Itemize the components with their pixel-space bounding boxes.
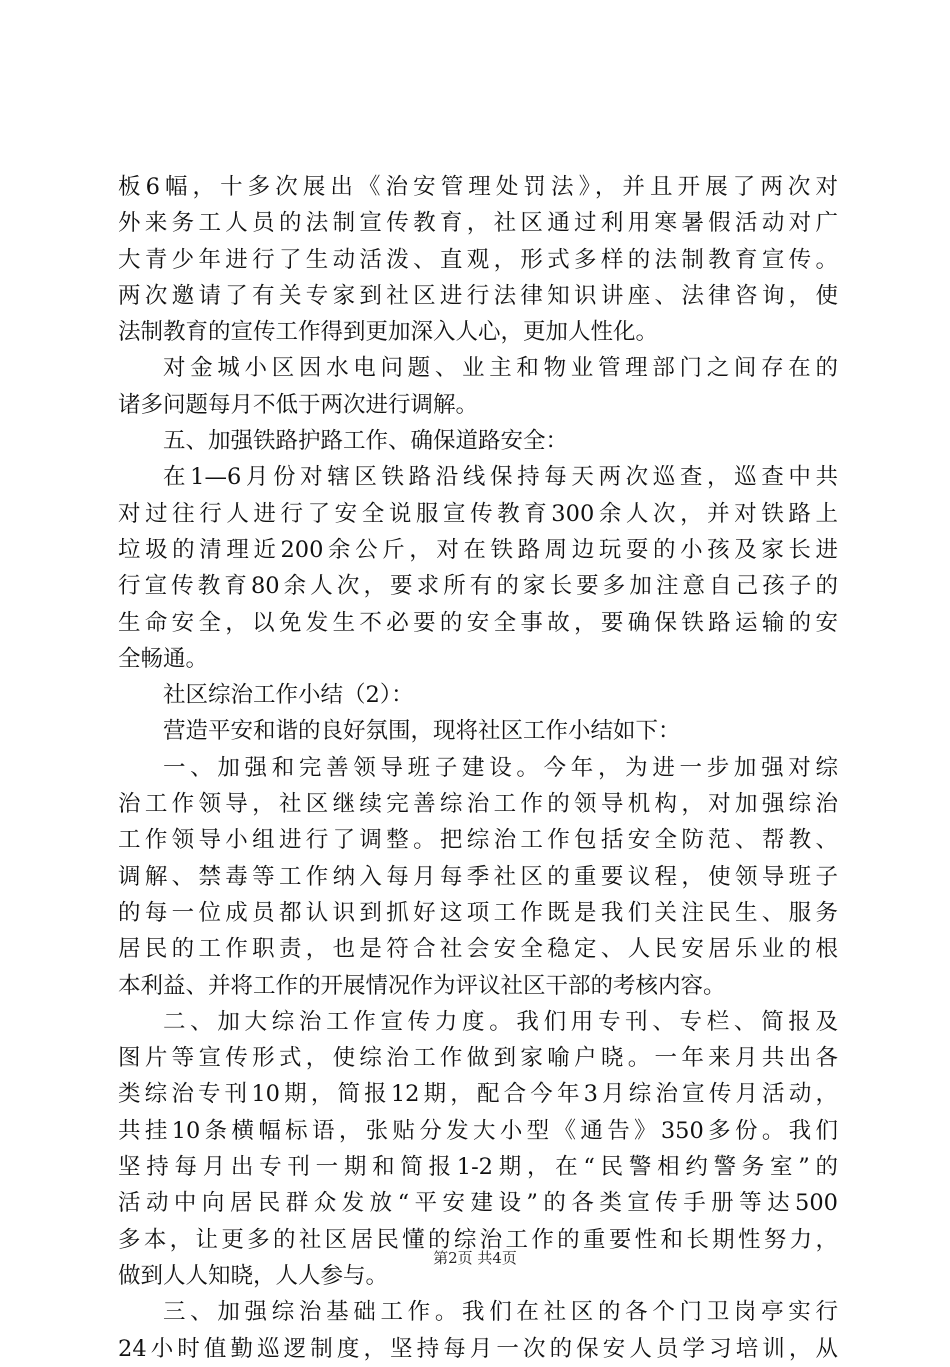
text-line: 本利益、并将工作的开展情况作为评议社区干部的考核内容。 <box>118 972 726 999</box>
text-line: 营造平安和谐的良好氛围，现将社区工作小结如下： <box>163 718 681 745</box>
text-line: 行宣传教育80余人次，要求所有的家长要多加注意自己孩子的 <box>118 573 838 600</box>
text-line: 多本，让更多的社区居民懂的综治工作的重要性和长期性努力， <box>118 1226 838 1253</box>
text-line: 全畅通。 <box>118 645 209 672</box>
text-line: 生命安全，以免发生不必要的安全事故，要确保铁路运输的安 <box>118 609 838 636</box>
text-line: 一、加强和完善领导班子建设。今年，为进一步加强对综 <box>163 754 838 781</box>
text-line: 类综治专刊10期，简报12期，配合今年3月综治宣传月活动， <box>118 1081 838 1108</box>
text-line: 法制教育的宣传工作得到更加深入人心，更加人性化。 <box>118 319 659 346</box>
text-line: 板6幅，十多次展出《治安管理处罚法》，并且开展了两次对 <box>118 174 838 200</box>
text-line: 社区综治工作小结（2）： <box>163 682 414 709</box>
text-line: 工作领导小组进行了调整。把综治工作包括安全防范、帮教、 <box>118 827 838 854</box>
text-line: 图片等宣传形式，使综治工作做到家喻户晓。一年来月共出各 <box>118 1045 838 1072</box>
text-line: 对过往行人进行了安全说服宣传教育300余人次，并对铁路上 <box>118 500 838 527</box>
text-line: 治工作领导，社区继续完善综治工作的领导机构，对加强综治 <box>118 791 838 818</box>
text-line: 做到人人知晓，人人参与。 <box>118 1262 389 1289</box>
text-line: 五、加强铁路护路工作、确保道路安全： <box>163 428 569 455</box>
page-footer: 第2页 共4页 <box>433 1249 517 1267</box>
text-line: 三、加强综治基础工作。我们在社区的各个门卫岗亭实行 <box>163 1299 838 1326</box>
text-line: 在1—6月份对辖区铁路沿线保持每天两次巡查，巡查中共 <box>163 464 838 491</box>
text-line: 共挂10条横幅标语，张贴分发大小型《通告》350多份。我们 <box>118 1117 838 1144</box>
text-line: 24小时值勤巡逻制度，坚持每月一次的保安人员学习培训，从 <box>118 1335 838 1362</box>
text-line: 调解、禁毒等工作纳入每月每季社区的重要议程，使领导班子 <box>118 863 838 890</box>
text-line: 居民的工作职责，也是符合社会安全稳定、人民安居乐业的根 <box>118 936 838 963</box>
text-line: 坚持每月出专刊一期和简报1-2期，在“民警相约警务室”的 <box>118 1154 838 1181</box>
text-line: 活动中向居民群众发放“平安建设”的各类宣传手册等达500 <box>118 1190 838 1217</box>
text-line: 大青少年进行了生动活泼、直观，形式多样的法制教育宣传。 <box>118 246 838 273</box>
text-line: 二、加大综治工作宣传力度。我们用专刊、专栏、简报及 <box>163 1008 838 1035</box>
text-line: 诸多问题每月不低于两次进行调解。 <box>118 391 479 418</box>
text-line: 垃圾的清理近200余公斤，对在铁路周边玩耍的小孩及家长进 <box>118 536 838 563</box>
text-line: 两次邀请了有关专家到社区进行法律知识讲座、法律咨询，使 <box>118 282 838 309</box>
text-line: 对金城小区因水电问题、业主和物业管理部门之间存在的 <box>163 355 838 382</box>
text-line: 的每一位成员都认识到抓好这项工作既是我们关注民生、服务 <box>118 899 838 926</box>
text-line: 外来务工人员的法制宣传教育，社区通过利用寒暑假活动对广 <box>118 210 838 237</box>
document-body <box>118 169 838 1367</box>
